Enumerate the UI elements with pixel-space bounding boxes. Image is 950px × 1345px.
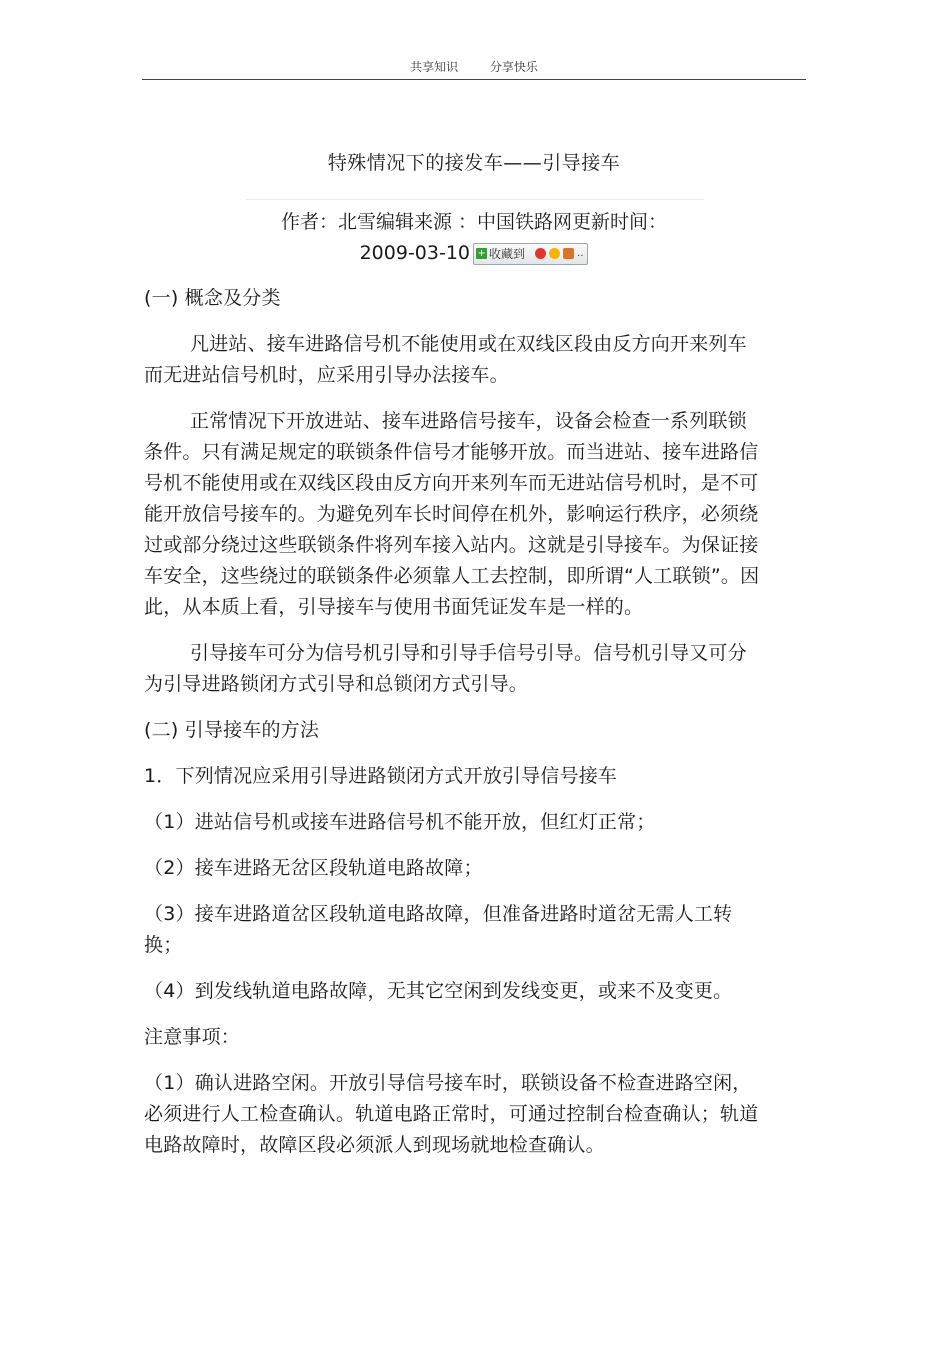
page-header <box>142 58 806 75</box>
qzone-icon[interactable] <box>549 248 560 259</box>
paragraph: 引导接车可分为信号机引导和引导手信号引导。信号机引导又可分为引导进路锁闭方式引导和总锁闭方式引导。 <box>144 642 747 695</box>
share-icon[interactable] <box>563 248 574 259</box>
collect-label: 收藏到 <box>489 246 526 261</box>
paragraph: 凡进站、接车进路信号机不能使用或在双线区段由反方向开来列车而无进站信号机时，应采用引导办法接车。 <box>144 333 747 386</box>
meta-date-row <box>360 238 589 269</box>
paragraph: 注意事项： <box>144 1026 241 1048</box>
paragraph: （3）接车进路道岔区段轨道电路故障，但准备进路时道岔无需人工转换； <box>144 903 733 956</box>
article-title: 特殊情况下的接发车——引导接车 <box>327 152 621 174</box>
paragraph: （1）确认进路空闲。开放引导信号接车时，联锁设备不检查进路空闲，必须进行人工检查确认。轨道电路正常时，可通过控制台检查确认；轨道电路故障时，故障区段必须派人到现场就地检查确认。 <box>144 1072 759 1156</box>
header-divider <box>142 79 806 80</box>
paragraph: （1）进站信号机或接车进路信号机不能开放，但红灯正常； <box>144 811 656 833</box>
article-meta <box>142 207 806 269</box>
plus-icon: + <box>477 248 486 259</box>
weibo-icon[interactable] <box>535 248 546 259</box>
paragraph: （2）接车进路无岔区段轨道电路故障； <box>144 857 483 879</box>
header-right-text: 分享快乐 <box>489 60 538 74</box>
publish-date: 2009-03-10 <box>359 242 471 264</box>
title-divider <box>246 199 704 200</box>
more-label[interactable]: .. <box>577 247 584 259</box>
paragraph: 1．下列情况应采用引导进路锁闭方式开放引导信号接车 <box>144 765 618 787</box>
collect-button[interactable] <box>473 243 588 265</box>
paragraph: （4）到发线轨道电路故障，无其它空闲到发线变更，或来不及变更。 <box>144 980 733 1002</box>
header-left-text: 共享知识 <box>410 60 459 74</box>
article-body <box>144 283 762 1176</box>
paragraph: (一) 概念及分类 <box>144 287 281 309</box>
paragraph: 正常情况下开放进站、接车进路信号接车，设备会检查一系列联锁条件。只有满足规定的联锁条件信号才能够开放。而当进站、接车进路信号机不能使用或在双线区段由反方向开来列车而无进站信号机时，是不可能开放信号接车的。为避免列车长时间停在机外，影响运行秩序，必须绕过或部分绕过这些联锁条件将列车接入站内。这就是引导接车。为保证接车安全，这些绕过的联锁条件必须靠人工去控制，即所谓“人工联锁”。因此，从本质上看，引导接车与使用书面凭证发车是一样的。 <box>144 410 760 618</box>
paragraph: (二) 引导接车的方法 <box>144 719 320 741</box>
meta-line: 作者：北雪编辑来源 ：中国铁路网更新时间： <box>280 211 668 233</box>
